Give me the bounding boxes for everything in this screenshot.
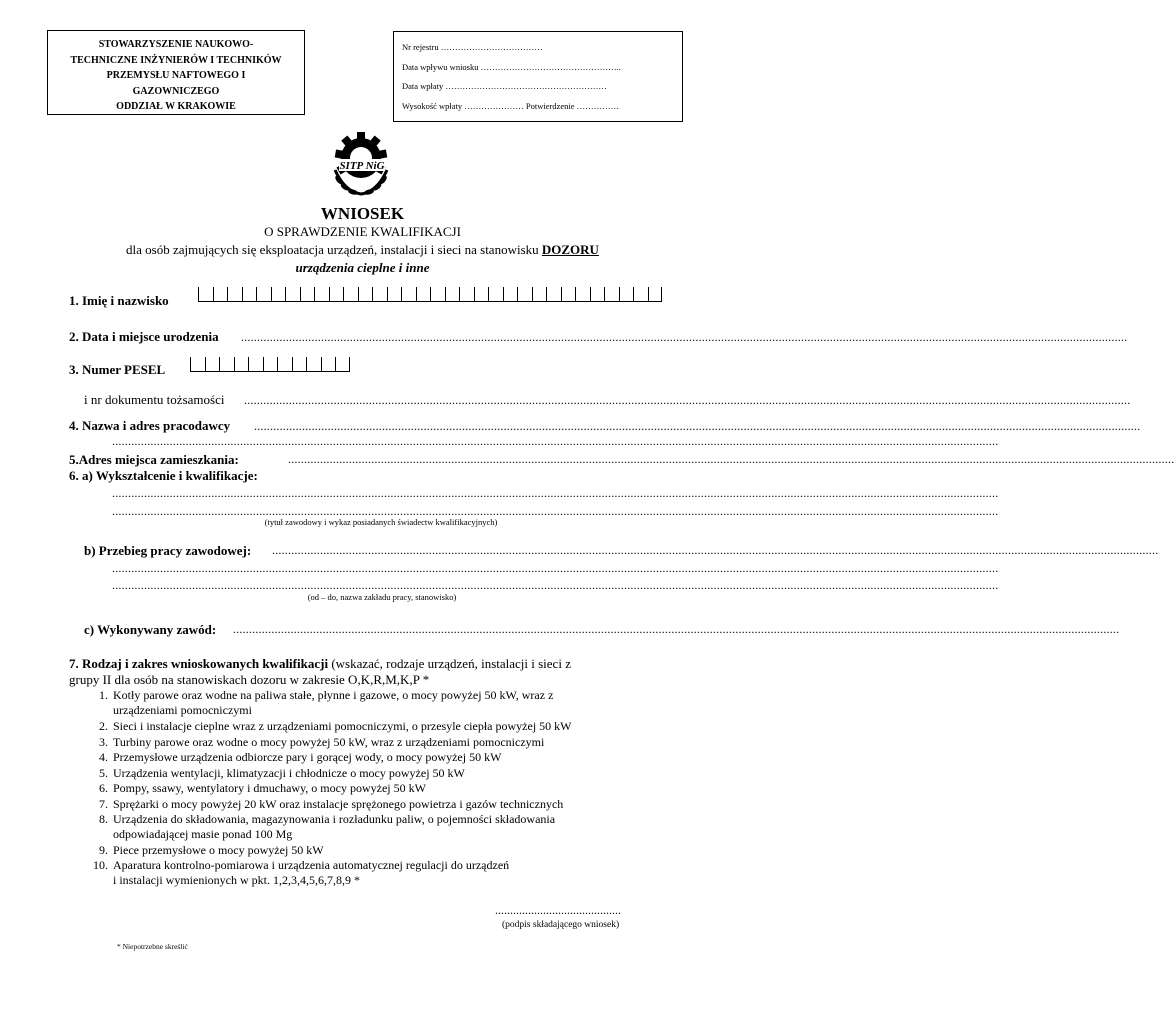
pesel-digit-box[interactable] xyxy=(321,357,336,372)
name-char-box[interactable] xyxy=(271,287,286,302)
form-title: WNIOSEK xyxy=(320,204,405,223)
name-char-box[interactable] xyxy=(445,287,460,302)
pesel-digit-box[interactable] xyxy=(205,357,220,372)
name-char-box[interactable] xyxy=(430,287,445,302)
item-line-2: urządzeniami pomocniczymi xyxy=(113,703,252,717)
name-char-box[interactable] xyxy=(532,287,547,302)
sitp-nig-logo xyxy=(325,130,397,200)
item-line-1: Turbiny parowe oraz wodne o mocy powyżej 50 kW, wraz z urządzeniami pomocniczymi xyxy=(113,735,545,749)
item-line-1: Przemysłowe urządzenia odbiorcze pary i gorącej wody, o mocy powyżej 50 kW xyxy=(113,750,502,764)
name-char-box[interactable] xyxy=(329,287,344,302)
item-text xyxy=(113,843,638,858)
section7-intro-line2: grupy II dla osób na stanowiskach dozoru w zakresie O,K,R,M,K,P * xyxy=(69,672,430,687)
item-number: 7. xyxy=(99,797,108,811)
registry-received-date: Data wpływu wniosku ………………………………………….. xyxy=(402,61,621,72)
item-text xyxy=(113,766,638,781)
pesel-digit-box[interactable] xyxy=(335,357,350,372)
birth-field[interactable]: ..................................................................................................................................................................................................................................................................................... xyxy=(241,330,1128,344)
name-char-box[interactable] xyxy=(300,287,315,302)
employer-field-1[interactable]: ..................................................................................................................................................................................................................................................................................... xyxy=(254,419,1141,433)
name-char-box[interactable] xyxy=(575,287,590,302)
registry-payment-date: Data wpłaty ………………………………………………… xyxy=(402,81,607,91)
item-line-2: i instalacji wymienionych w pkt. 1,2,3,4,5,6,7,8,9 * xyxy=(113,873,360,887)
name-char-box[interactable] xyxy=(590,287,605,302)
item-text xyxy=(113,858,638,888)
name-char-box[interactable] xyxy=(619,287,634,302)
name-label: 1. Imię i nazwisko xyxy=(69,293,169,308)
item-line-1: Piece przemysłowe o mocy powyżej 50 kW xyxy=(113,843,324,857)
name-char-box[interactable] xyxy=(227,287,242,302)
name-char-box[interactable] xyxy=(285,287,300,302)
form-description xyxy=(0,242,725,258)
name-char-box[interactable] xyxy=(256,287,271,302)
section7-label: 7. Rodzaj i zakres wnioskowanych kwalifikacji xyxy=(69,656,329,671)
pesel-digit-box[interactable] xyxy=(306,357,321,372)
name-char-box[interactable] xyxy=(488,287,503,302)
item-line-1: Sieci i instalacje cieplne wraz z urządzeniami pomocniczymi, o przesyle ciepła powyżej 50 kW xyxy=(113,719,572,733)
item-number: 3. xyxy=(99,735,108,749)
education-note: (tytuł zawodowy i wykaz posiadanych świadectw kwalifikacyjnych) xyxy=(264,517,498,527)
name-char-box[interactable] xyxy=(401,287,416,302)
pesel-digit-box[interactable] xyxy=(292,357,307,372)
item-line-1: Kotły parowe oraz wodne na paliwa stałe, płynne i gazowe, o mocy powyżej 50 kW, wraz z xyxy=(113,688,554,702)
pesel-digit-box[interactable] xyxy=(234,357,249,372)
pesel-label: 3. Numer PESEL xyxy=(69,362,166,377)
org-line-4: GAZOWNICZEGO xyxy=(132,85,220,97)
org-line-5: ODDZIAŁ W KRAKOWIE xyxy=(116,101,236,112)
item-text xyxy=(113,735,638,750)
name-char-box[interactable] xyxy=(546,287,561,302)
item-number: 9. xyxy=(99,843,108,857)
item-line-1: Pompy, ssawy, wentylatory i dmuchawy, o mocy powyżej 50 kW xyxy=(113,781,426,795)
pesel-digit-box[interactable] xyxy=(263,357,278,372)
profession-label: c) Wykonywany zawód: xyxy=(84,622,217,637)
name-char-box[interactable] xyxy=(198,287,213,302)
pesel-digit-box[interactable] xyxy=(219,357,234,372)
svg-text:SITP NiG: SITP NiG xyxy=(339,160,385,172)
item-number: 4. xyxy=(99,750,108,764)
name-char-box[interactable] xyxy=(416,287,431,302)
name-char-box[interactable] xyxy=(372,287,387,302)
document-field[interactable]: ..................................................................................................................................................................................................................................................................................... xyxy=(244,393,1131,407)
career-field-1[interactable]: ..................................................................................................................................................................................................................................................................................... xyxy=(272,543,1159,557)
signature-note: (podpis składającego wniosek) xyxy=(502,920,620,930)
name-char-box[interactable] xyxy=(604,287,619,302)
pesel-digit-box[interactable] xyxy=(248,357,263,372)
org-line-2: TECHNICZNE INŻYNIERÓW I TECHNIKÓW xyxy=(70,54,282,66)
career-note: (od – do, nazwa zakładu pracy, stanowisko) xyxy=(307,592,457,602)
form-subtitle: O SPRAWDZENIE KWALIFIKACJI xyxy=(264,224,461,239)
item-text xyxy=(113,719,638,734)
footnote: * Niepotrzebne skreślić xyxy=(117,942,188,951)
item-number: 5. xyxy=(99,766,108,780)
item-text xyxy=(113,781,638,796)
pesel-digit-box[interactable] xyxy=(190,357,205,372)
profession-field[interactable]: ..................................................................................................................................................................................................................................................................................... xyxy=(233,622,1120,636)
section7-intro xyxy=(69,656,571,672)
signature-line[interactable]: .......................................... xyxy=(495,903,621,917)
employer-label: 4. Nazwa i adres pracodawcy xyxy=(69,418,231,433)
name-char-box[interactable] xyxy=(517,287,532,302)
name-char-box[interactable] xyxy=(474,287,489,302)
item-number: 1. xyxy=(99,688,108,702)
name-char-box[interactable] xyxy=(503,287,518,302)
item-line-2: odpowiadającej masie ponad 100 Mg xyxy=(113,827,293,841)
section7-intro-rest: (wskazać, rodzaje urządzeń, instalacji i sieci z xyxy=(328,656,571,671)
education-label: 6. a) Wykształcenie i kwalifikacje: xyxy=(69,468,258,483)
name-char-box[interactable] xyxy=(648,287,663,302)
item-line-1: Urządzenia do składowania, magazynowania i rozładunku paliw, o pojemności składowania xyxy=(113,812,556,826)
item-number: 10. xyxy=(93,858,108,872)
registry-number: Nr rejestru ……………………………… xyxy=(402,42,543,52)
item-line-1: Sprężarki o mocy powyżej 20 kW oraz instalacje sprężonego powietrza i gazów technicznych xyxy=(113,797,564,811)
item-text xyxy=(113,750,638,765)
name-char-box[interactable] xyxy=(459,287,474,302)
form-category: urządzenia cieplne i inne xyxy=(295,260,430,275)
address-label: 5.Adres miejsca zamieszkania: xyxy=(69,452,239,467)
career-field-2[interactable]: ..................................................................................................................................................................................................................................................................................... xyxy=(112,561,999,575)
name-char-box[interactable] xyxy=(387,287,402,302)
name-boxes[interactable] xyxy=(198,287,662,302)
name-char-box[interactable] xyxy=(242,287,257,302)
item-number: 8. xyxy=(99,812,108,826)
name-char-box[interactable] xyxy=(314,287,329,302)
item-number: 2. xyxy=(99,719,108,733)
item-text xyxy=(113,688,638,718)
name-char-box[interactable] xyxy=(633,287,648,302)
name-char-box[interactable] xyxy=(358,287,373,302)
description-text: dla osób zajmujących się eksploatacja urządzeń, instalacji i sieci na stanowisku xyxy=(126,242,542,257)
address-field[interactable]: ..................................................................................................................................................................................................................................................................................... xyxy=(288,452,1174,466)
org-line-3: PRZEMYSŁU NAFTOWEGO I xyxy=(106,70,246,81)
registry-box xyxy=(393,31,683,122)
position-text: DOZORU xyxy=(541,242,599,257)
career-field-3[interactable]: ..................................................................................................................................................................................................................................................................................... xyxy=(112,578,999,592)
education-field-1[interactable]: ..................................................................................................................................................................................................................................................................................... xyxy=(112,486,999,500)
item-text xyxy=(113,797,638,812)
item-line-1: Aparatura kontrolno-pomiarowa i urządzenia automatycznej regulacji do urządzeń xyxy=(113,858,510,872)
organization-box xyxy=(47,30,305,115)
employer-field-2[interactable]: ..................................................................................................................................................................................................................................................................................... xyxy=(112,434,999,448)
name-char-box[interactable] xyxy=(213,287,228,302)
document-label: i nr dokumentu tożsamości xyxy=(84,392,225,407)
education-field-2[interactable]: ..................................................................................................................................................................................................................................................................................... xyxy=(112,504,999,518)
item-line-1: Urządzenia wentylacji, klimatyzacji i chłodnicze o mocy powyżej 50 kW xyxy=(113,766,465,780)
item-number: 6. xyxy=(99,781,108,795)
birth-label: 2. Data i miejsce urodzenia xyxy=(69,329,219,344)
item-text xyxy=(113,812,638,842)
org-line-1: STOWARZYSZENIE NAUKOWO- xyxy=(98,39,254,50)
pesel-boxes[interactable] xyxy=(190,357,350,372)
pesel-digit-box[interactable] xyxy=(277,357,292,372)
career-label: b) Przebieg pracy zawodowej: xyxy=(84,543,252,558)
name-char-box[interactable] xyxy=(343,287,358,302)
name-char-box[interactable] xyxy=(561,287,576,302)
registry-payment-amount: Wysokość wpłaty ………………… Potwierdzenie …………… xyxy=(402,100,620,111)
